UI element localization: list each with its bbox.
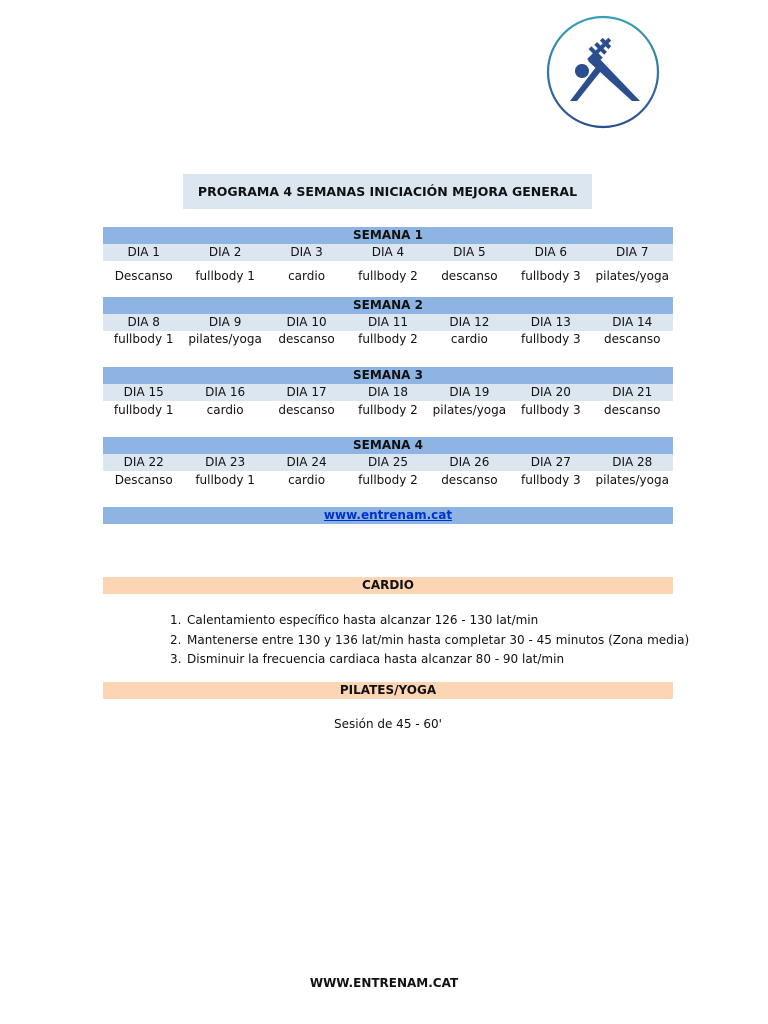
list-item: 1. Calentamiento específico hasta alcanzar 126 - 130 lat/min: [170, 613, 539, 627]
day-label: DIA 27: [530, 455, 571, 469]
day-label: DIA 1: [127, 245, 160, 259]
activity-cell: fullbody 2: [358, 403, 418, 417]
day-label: DIA 14: [612, 315, 653, 329]
day-label: DIA 4: [371, 245, 405, 259]
activity-cell: fullbody 2: [358, 473, 418, 487]
day-label: DIA 18: [367, 385, 409, 399]
day-label: DIA 11: [367, 315, 409, 329]
website-link[interactable]: www.entrenam.cat: [323, 508, 453, 522]
activity-cell: pilates/yoga: [432, 403, 507, 417]
day-row: [103, 384, 673, 401]
day-label: DIA 28: [612, 455, 653, 469]
activity-cell: fullbody 1: [113, 403, 174, 417]
activity-row: [103, 331, 673, 348]
day-label: DIA 10: [286, 315, 327, 329]
activity-row: [103, 471, 673, 489]
day-label: DIA 24: [286, 455, 327, 469]
day-label: DIA 19: [449, 385, 490, 399]
day-label: DIA 8: [127, 315, 160, 329]
day-label: DIA 2: [208, 245, 242, 259]
week-header: SEMANA 4: [103, 437, 673, 454]
day-label: DIA 20: [530, 385, 571, 399]
activity-cell: pilates/yoga: [595, 473, 669, 487]
week-block: [103, 297, 673, 348]
activity-cell: pilates/yoga: [188, 332, 262, 346]
activity-cell: descanso: [604, 403, 661, 417]
day-label: DIA 21: [612, 385, 653, 399]
activity-cell: fullbody 2: [358, 269, 418, 283]
week-header: SEMANA 3: [103, 367, 673, 384]
activity-cell: fullbody 1: [195, 269, 255, 283]
day-row: [103, 314, 673, 331]
activity-cell: cardio: [206, 403, 244, 417]
activity-cell: descanso: [441, 473, 498, 487]
cardio-heading: CARDIO: [103, 577, 673, 594]
activity-cell: descanso: [278, 403, 335, 417]
day-row: [103, 244, 673, 261]
day-label: DIA 3: [290, 245, 323, 259]
activity-cell: fullbody 3: [521, 403, 581, 417]
activity-cell: cardio: [288, 473, 326, 487]
day-label: DIA 25: [367, 455, 409, 469]
activity-cell: fullbody 2: [358, 332, 418, 346]
activity-cell: fullbody 3: [521, 332, 581, 346]
week-header: SEMANA 1: [103, 227, 673, 244]
activity-cell: Descanso: [114, 269, 173, 283]
footer-website: WWW.ENTRENAM.CAT: [309, 976, 459, 990]
activity-cell: fullbody 3: [521, 473, 581, 487]
day-label: DIA 6: [534, 245, 568, 259]
activity-cell: cardio: [288, 269, 326, 283]
activity-cell: descanso: [441, 269, 498, 283]
day-label: DIA 17: [286, 385, 327, 399]
day-label: DIA 15: [123, 385, 164, 399]
list-item: 2. Mantenerse entre 130 y 136 lat/min hasta completar 30 - 45 minutos (Zona media): [170, 632, 690, 647]
day-label: DIA 5: [453, 245, 486, 259]
activity-cell: fullbody 3: [521, 269, 581, 283]
day-label: DIA 13: [530, 315, 571, 329]
day-label: DIA 22: [123, 455, 164, 469]
cardio-steps: [170, 611, 689, 670]
day-label: DIA 26: [449, 455, 490, 469]
day-label: DIA 7: [616, 245, 649, 259]
day-label: DIA 16: [205, 385, 246, 399]
program-title: PROGRAMA 4 SEMANAS INICIACIÓN MEJORA GENERAL: [183, 174, 592, 209]
activity-cell: Descanso: [114, 473, 173, 487]
fitness-logo-icon: [544, 15, 662, 129]
pilates-session-text: Sesión de 45 - 60': [334, 717, 442, 731]
week-block: [103, 367, 673, 419]
website-bar: [103, 507, 673, 524]
day-row: [103, 454, 673, 471]
activity-cell: fullbody 1: [113, 332, 174, 346]
activity-cell: cardio: [450, 332, 488, 346]
activity-cell: fullbody 1: [195, 473, 255, 487]
week-block: [103, 437, 673, 489]
activity-cell: descanso: [278, 332, 335, 346]
day-label: DIA 23: [205, 455, 246, 469]
activity-cell: pilates/yoga: [595, 269, 669, 283]
activity-row: [103, 401, 673, 419]
day-label: DIA 12: [449, 315, 490, 329]
activity-row: [103, 261, 673, 291]
list-item: 3. Disminuir la frecuencia cardiaca hasta alcanzar 80 - 90 lat/min: [170, 652, 565, 666]
pilates-yoga-heading: PILATES/YOGA: [103, 682, 673, 699]
day-label: DIA 9: [208, 315, 242, 329]
week-header: SEMANA 2: [103, 297, 673, 314]
activity-cell: descanso: [604, 332, 661, 346]
week-block: [103, 227, 673, 291]
